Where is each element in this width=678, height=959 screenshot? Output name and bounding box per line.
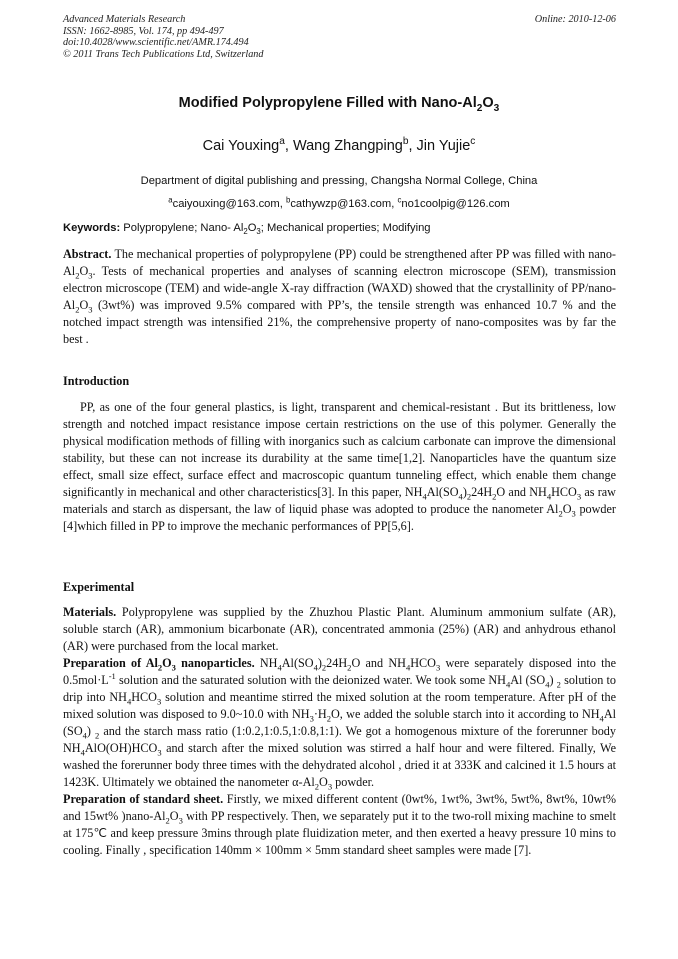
journal-name: Advanced Materials Research [63, 14, 186, 25]
experimental-section [63, 604, 616, 859]
journal-header [63, 14, 616, 60]
email-address[interactable]: cathywzp@163.com [290, 198, 392, 210]
keywords-line: Keywords: Polypropylene; Nano- $Al_2O_3$; Mechanical properties; Modifying [63, 222, 431, 237]
materials-label: Materials. [63, 605, 117, 619]
paper-title: Modified Polypropylene Filled with Nano-$Al_2O_3$ [178, 95, 500, 114]
issn-line: ISSN: 1662-8985, Vol. 174, pp 494-497 [63, 25, 224, 37]
doi-line: doi:10.4028/www.scientific.net/AMR.174.494 [63, 37, 249, 49]
online-date: Online: 2010-12-06 [534, 14, 616, 25]
nanoparticle-prep-label: Preparation of $Al_2O_3$ nanoparticles. [63, 656, 255, 673]
keywords-label: Keywords: [63, 222, 121, 234]
materials-paragraph: Materials. Polypropylene was supplied by the Zhuzhou Plastic Plant. Aluminum ammonium sulfate (AR), soluble starch (AR), ammonium bicarbonate (AR), concentrated ammonia (25%) (AR) and anhydrous ethanol (AR) were purchased from the local market. [63, 605, 616, 653]
copyright-line: © 2011 Trans Tech Publications Ltd, Switzerland [63, 48, 264, 60]
email-address[interactable]: caiyouxing@163.com [172, 198, 280, 210]
author-name: Cai Youxing [202, 138, 280, 154]
author-list: Cai Youxing$^a$, Wang Zhangping$^b$, Jin Yujie$^c$ [202, 136, 476, 154]
section-heading-experimental: Experimental [63, 580, 135, 594]
author-name: Jin Yujie [416, 138, 471, 154]
author-name: Wang Zhangping [292, 138, 403, 154]
section-heading-introduction: Introduction [63, 374, 130, 388]
email-address[interactable]: no1coolpig@126.com [401, 198, 510, 210]
introduction-paragraph: PP, as one of the four general plastics, is light, transparent and chemical-resistant . But its brittleness, low strength and notched impact resistance impose certain restrictions on the use of this polymer. Generally the physical modification methods of filling with inorganics such as calcium carbonate can improve the dimensional stability, but these can not increase its durability at the same time[1,2]. Nanoparticles have the quantum size effect, small size effect, surface effect and macroscopic quantum tunneling effect, which enable them change significantly in mechanical and other characteristics[3]. In this paper, $NH_4Al(SO_4)_224H_2O$ and $NH_4HCO_3$ as raw materials and starch as dispersant, the law of liquid phase was adopted to produce the nanometer $Al_2O_3$ powder [4]which filled in PP to improve the mechanic performances of PP[5,6]. [63, 400, 616, 533]
abstract-label: Abstract. [63, 247, 112, 261]
affiliation: Department of digital publishing and pressing, Changsha Normal College, China [140, 175, 538, 187]
email-list: $^a$caiyouxing@163.com, $^b$cathywzp@163.com, $^c$no1coolpig@126.com [168, 195, 510, 210]
standard-sheet-label: Preparation of standard sheet. [63, 792, 224, 806]
standard-sheet-paragraph: Preparation of standard sheet. Firstly, we mixed different content (0wt%, 1wt%, 3wt%, 5wt%, 8wt%, 10wt% and 15wt% )$nano-Al_2O_3$ with PP respectively. Then, we separately put it to the two-roll mixing machine to smelt at 175℃ and keep pressure 3mins through plate fluidization meter, and then exerted a heavy pressure 10 mins to cooling. Finally , specification 140mm × 100mm × 5mm standard sheet samples were made [7]. [63, 792, 616, 857]
nanoparticle-prep-paragraph: Preparation of $Al_2O_3$ nanoparticles. $NH_4Al(SO_4)_224H_2O$ and $NH_4HCO_3$ were separately disposed into the $0.5mol\cdot L^{-1}$ solution and the saturated solution with the deionized water. We took some $NH_4Al$ $(SO_4)$ $_2$ solution to drip into $NH_4HCO_3$ solution and meantime stirred the mixed solution at the room temperature. After pH of the mixed solution was disposed to 9.0~10.0 with $NH_3\cdot H_2O$, we added the soluble starch into it according to $NH_4Al$ $(SO_4)$ $_2$ and the starch mass ratio (1:0.2,1:0.5,1:0.8,1:1). We got a homogenous mixture of the forerunner body $NH_4AlO(OH)HCO_3$ and starch after the mixed solution was stirred a half hour and were filtered. Finally, We washed the forerunner body three times with the dehydrated alcohol , dried it at 333K and calcined it 1.5 hours at 1423K. Ultimately we obtained the nanometer $\alpha-Al_2O_3$ powder. [63, 656, 617, 792]
abstract-paragraph: Abstract. The mechanical properties of polypropylene (PP) could be strengthened after PP was filled with nano- $Al_2O_3$. Tests of mechanical properties and analyses of scanning electron microscope (SEM), transmission electron microscope (TEM) and wide-angle X-ray diffraction (WAXD) showed that the crystallinity of PP/nano- $Al_2O_3$ (3wt%) was improved 9.5% compared with PP’s, the tensile strength was enhanced 10.7 % and the notched impact strength was intensified 21%, the comprehensive property of nano-composites was by far the best . [63, 247, 616, 346]
